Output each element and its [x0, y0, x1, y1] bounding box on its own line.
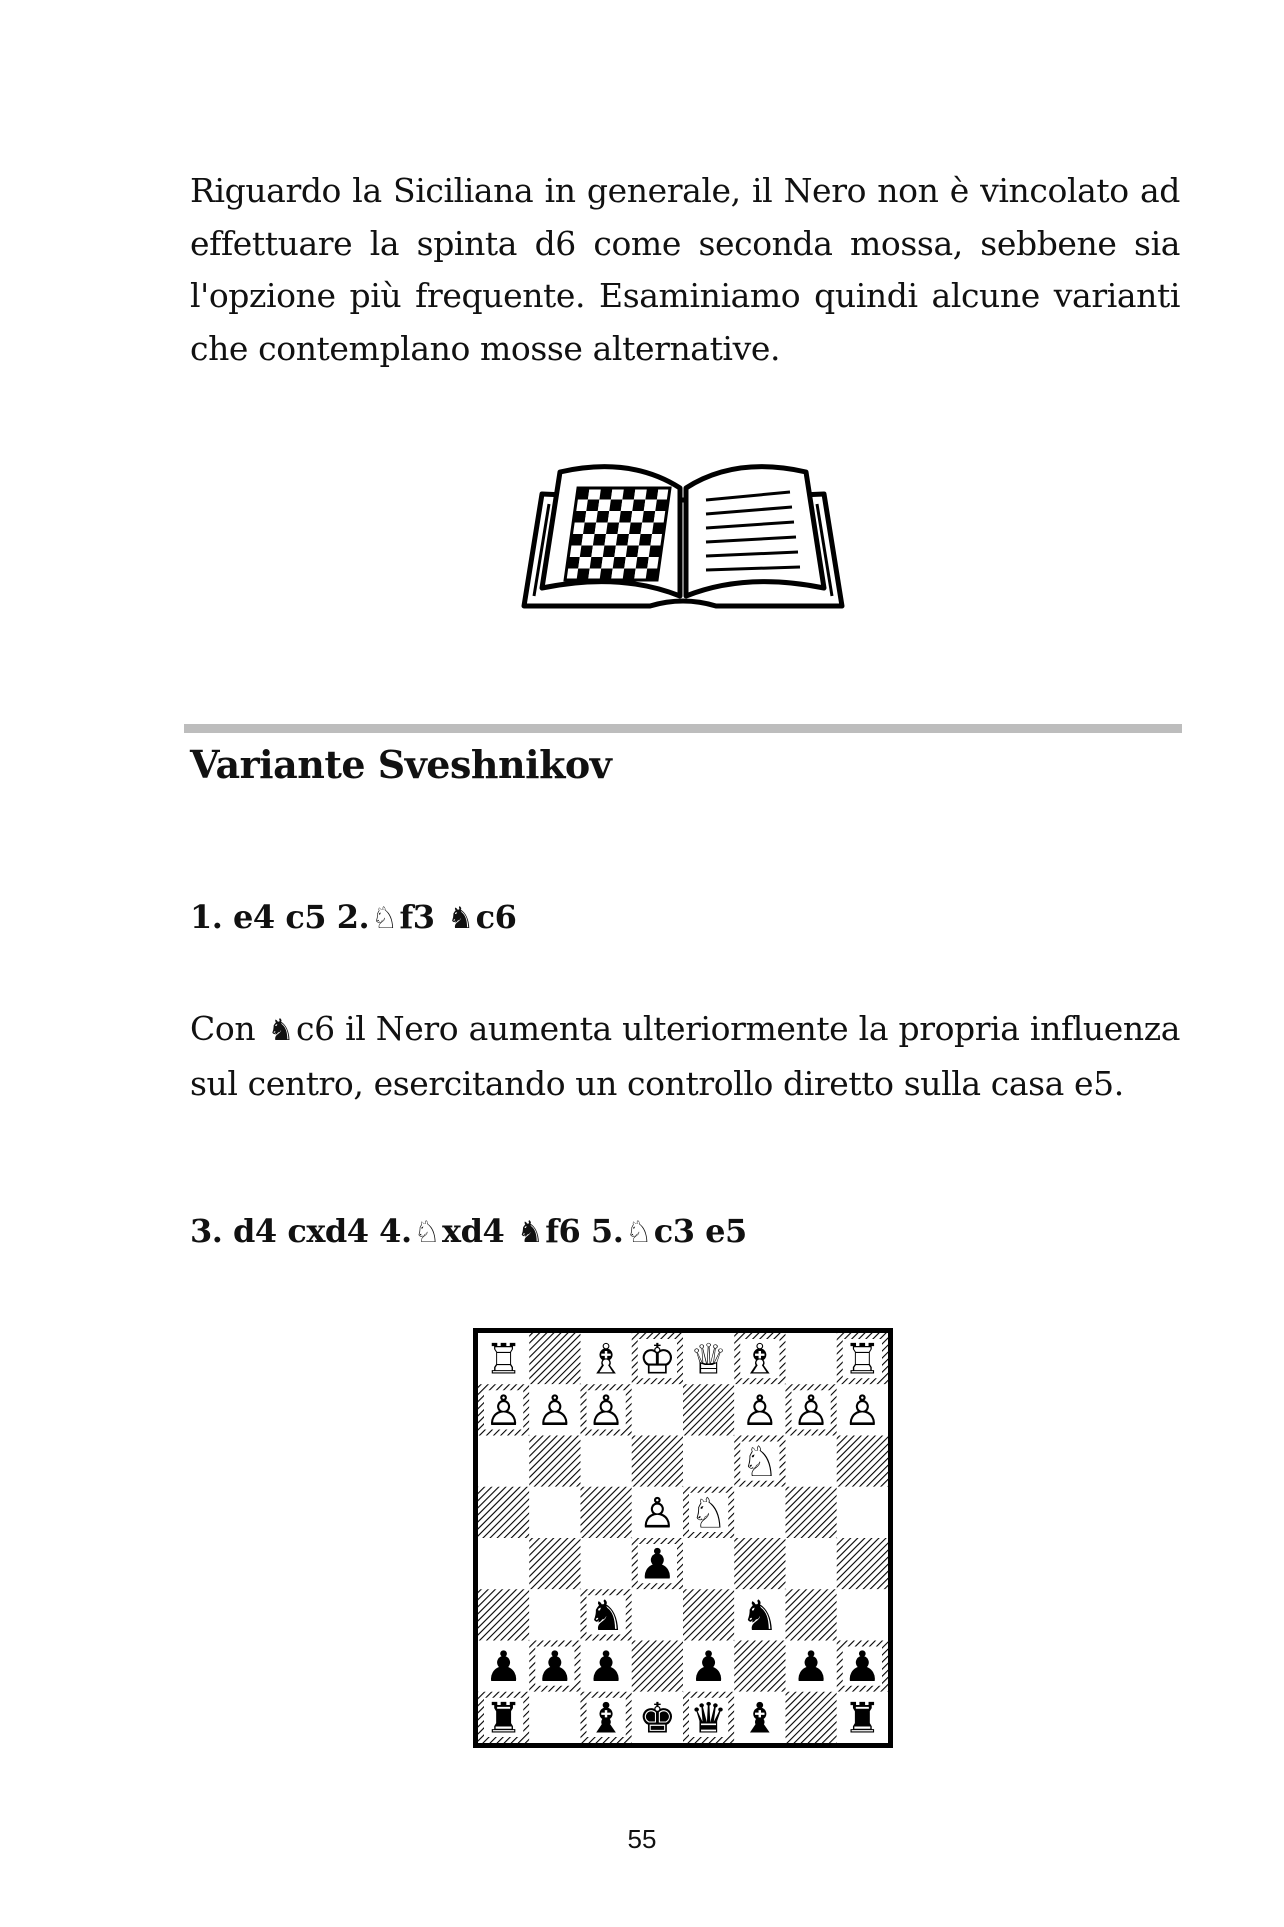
mini-board-square [604, 534, 617, 546]
black-knight-glyph: ♞ [516, 1215, 544, 1250]
dark-square [837, 1436, 888, 1487]
open-chess-book-icon [520, 460, 846, 610]
black-knight-glyph: ♞ [267, 1013, 295, 1048]
mini-board-square [581, 534, 594, 546]
mini-board-square [590, 557, 603, 569]
mini-board-square [588, 569, 601, 581]
light-square [837, 1589, 888, 1640]
mini-board-square [642, 511, 655, 523]
mini-board-square [586, 500, 599, 512]
chess-piece: ♘ [741, 1437, 779, 1487]
mini-board-square [645, 488, 658, 500]
dark-square [837, 1538, 888, 1589]
chess-piece: ♛ [689, 1693, 728, 1743]
move-sequence-1: 1. e4 c5 2.♘f3 ♞c6 [190, 898, 517, 936]
light-square [786, 1333, 837, 1384]
light-square [632, 1589, 683, 1640]
dark-square [734, 1538, 785, 1589]
mini-board-square [600, 569, 613, 581]
mini-board-square [624, 557, 637, 569]
mini-board-square [611, 488, 624, 500]
white-knight-glyph: ♘ [413, 1215, 440, 1250]
mini-board-square [626, 546, 639, 558]
chess-piece: ♟ [843, 1642, 882, 1692]
light-square [786, 1436, 837, 1487]
dark-square [529, 1436, 580, 1487]
chess-piece: ♝ [587, 1693, 625, 1743]
chess-piece: ♖ [484, 1334, 523, 1384]
light-square [529, 1589, 580, 1640]
chess-piece: ♚ [638, 1693, 677, 1743]
chess-piece: ♗ [587, 1334, 625, 1384]
white-knight-glyph: ♘ [625, 1215, 652, 1250]
light-square [478, 1436, 529, 1487]
dark-square [529, 1333, 580, 1384]
chess-piece: ♙ [792, 1385, 830, 1435]
dark-square [529, 1538, 580, 1589]
chess-piece: ♟ [587, 1642, 625, 1692]
mini-board-square [596, 511, 609, 523]
chess-piece: ♜ [843, 1693, 882, 1743]
chess-diagram [473, 1328, 893, 1748]
mini-board-square [621, 500, 634, 512]
mini-board-square [616, 534, 629, 546]
dark-square [632, 1436, 683, 1487]
mini-board-square [632, 500, 645, 512]
dark-square [786, 1487, 837, 1538]
mini-board-square [577, 569, 590, 581]
mini-board-square [580, 546, 593, 558]
mini-board-square [637, 546, 650, 558]
mini-board-square [609, 500, 622, 512]
section-divider [184, 724, 1182, 733]
mini-board-square [606, 523, 619, 535]
light-square [529, 1692, 580, 1743]
light-square [632, 1384, 683, 1435]
mini-board-square [591, 546, 604, 558]
chess-piece: ♟ [484, 1642, 523, 1692]
light-square [786, 1538, 837, 1589]
dark-square [683, 1384, 734, 1435]
commentary-paragraph: Con ♞c6 il Nero aumenta ulteriormente la propria influenza sul centro, esercitando un controllo diretto sulla casa e5. [190, 1009, 1181, 1103]
chess-piece: ♕ [689, 1334, 728, 1384]
dark-square [478, 1589, 529, 1640]
mini-board-square [608, 511, 621, 523]
chessboard [473, 1328, 893, 1748]
light-square [478, 1538, 529, 1589]
mini-board-square [618, 523, 631, 535]
chess-piece: ♙ [741, 1385, 779, 1435]
mini-board-square [622, 488, 635, 500]
chess-piece: ♘ [689, 1488, 728, 1538]
mini-board-square [578, 557, 591, 569]
chess-piece: ♙ [587, 1385, 625, 1435]
chess-piece: ♔ [638, 1334, 677, 1384]
intro-paragraph: Riguardo la Siciliana in generale, il Nero non è vincolato ad effettuare la spinta d6 come seconda mossa, sebbene sia l'opzione più frequente. Esaminiamo quindi alcune varianti che contemplano mosse alternative. [190, 171, 1180, 368]
mini-board-square [639, 534, 652, 546]
mini-board-square [613, 557, 626, 569]
chess-piece: ♟ [638, 1539, 677, 1589]
mini-board-square [603, 546, 616, 558]
light-square [581, 1436, 632, 1487]
chess-piece: ♟ [536, 1642, 574, 1692]
mini-board-square [595, 523, 608, 535]
dark-square [478, 1487, 529, 1538]
mini-board-square [588, 488, 601, 500]
light-square [581, 1538, 632, 1589]
dark-square [786, 1692, 837, 1743]
dark-square [632, 1641, 683, 1692]
mini-board-square [634, 488, 647, 500]
mini-board-square [636, 557, 649, 569]
mini-board-square [614, 546, 627, 558]
mini-board-square [599, 488, 612, 500]
chess-piece: ♗ [741, 1334, 779, 1384]
dark-square [734, 1641, 785, 1692]
mini-board-square [619, 511, 632, 523]
chess-piece: ♜ [484, 1693, 523, 1743]
mini-board-square [583, 523, 596, 535]
chess-piece: ♝ [741, 1693, 779, 1743]
mini-board-square [631, 511, 644, 523]
chess-piece: ♟ [792, 1642, 830, 1692]
light-square [734, 1487, 785, 1538]
chess-piece: ♙ [536, 1385, 574, 1435]
light-square [529, 1487, 580, 1538]
move-sequence-2: 3. d4 cxd4 4.♘xd4 ♞f6 5.♘c3 e5 [190, 1212, 747, 1250]
light-square [683, 1436, 734, 1487]
black-knight-glyph: ♞ [447, 901, 474, 936]
white-knight-glyph: ♘ [371, 901, 398, 936]
light-square [837, 1487, 888, 1538]
page-number: 55 [627, 1824, 657, 1854]
mini-board-square [627, 534, 640, 546]
dark-square [786, 1589, 837, 1640]
dark-square [683, 1589, 734, 1640]
mini-board-square [593, 534, 606, 546]
mini-board-square [598, 500, 611, 512]
dark-square [581, 1487, 632, 1538]
light-square [683, 1538, 734, 1589]
chess-piece: ♞ [587, 1590, 625, 1640]
chess-piece: ♟ [689, 1642, 728, 1692]
mini-board-square [634, 569, 647, 581]
mini-board-square [601, 557, 614, 569]
mini-board-square [611, 569, 624, 581]
section-title: Variante Sveshnikov [190, 742, 612, 787]
chess-piece: ♙ [843, 1385, 882, 1435]
mini-board-square [644, 500, 657, 512]
mini-board-square [641, 523, 654, 535]
mini-board-square [629, 523, 642, 535]
mini-board-square [585, 511, 598, 523]
chess-piece: ♙ [484, 1385, 523, 1435]
chess-piece: ♖ [843, 1334, 882, 1384]
chess-piece: ♞ [741, 1590, 779, 1640]
mini-board-square [623, 569, 636, 581]
chess-piece: ♙ [638, 1488, 677, 1538]
